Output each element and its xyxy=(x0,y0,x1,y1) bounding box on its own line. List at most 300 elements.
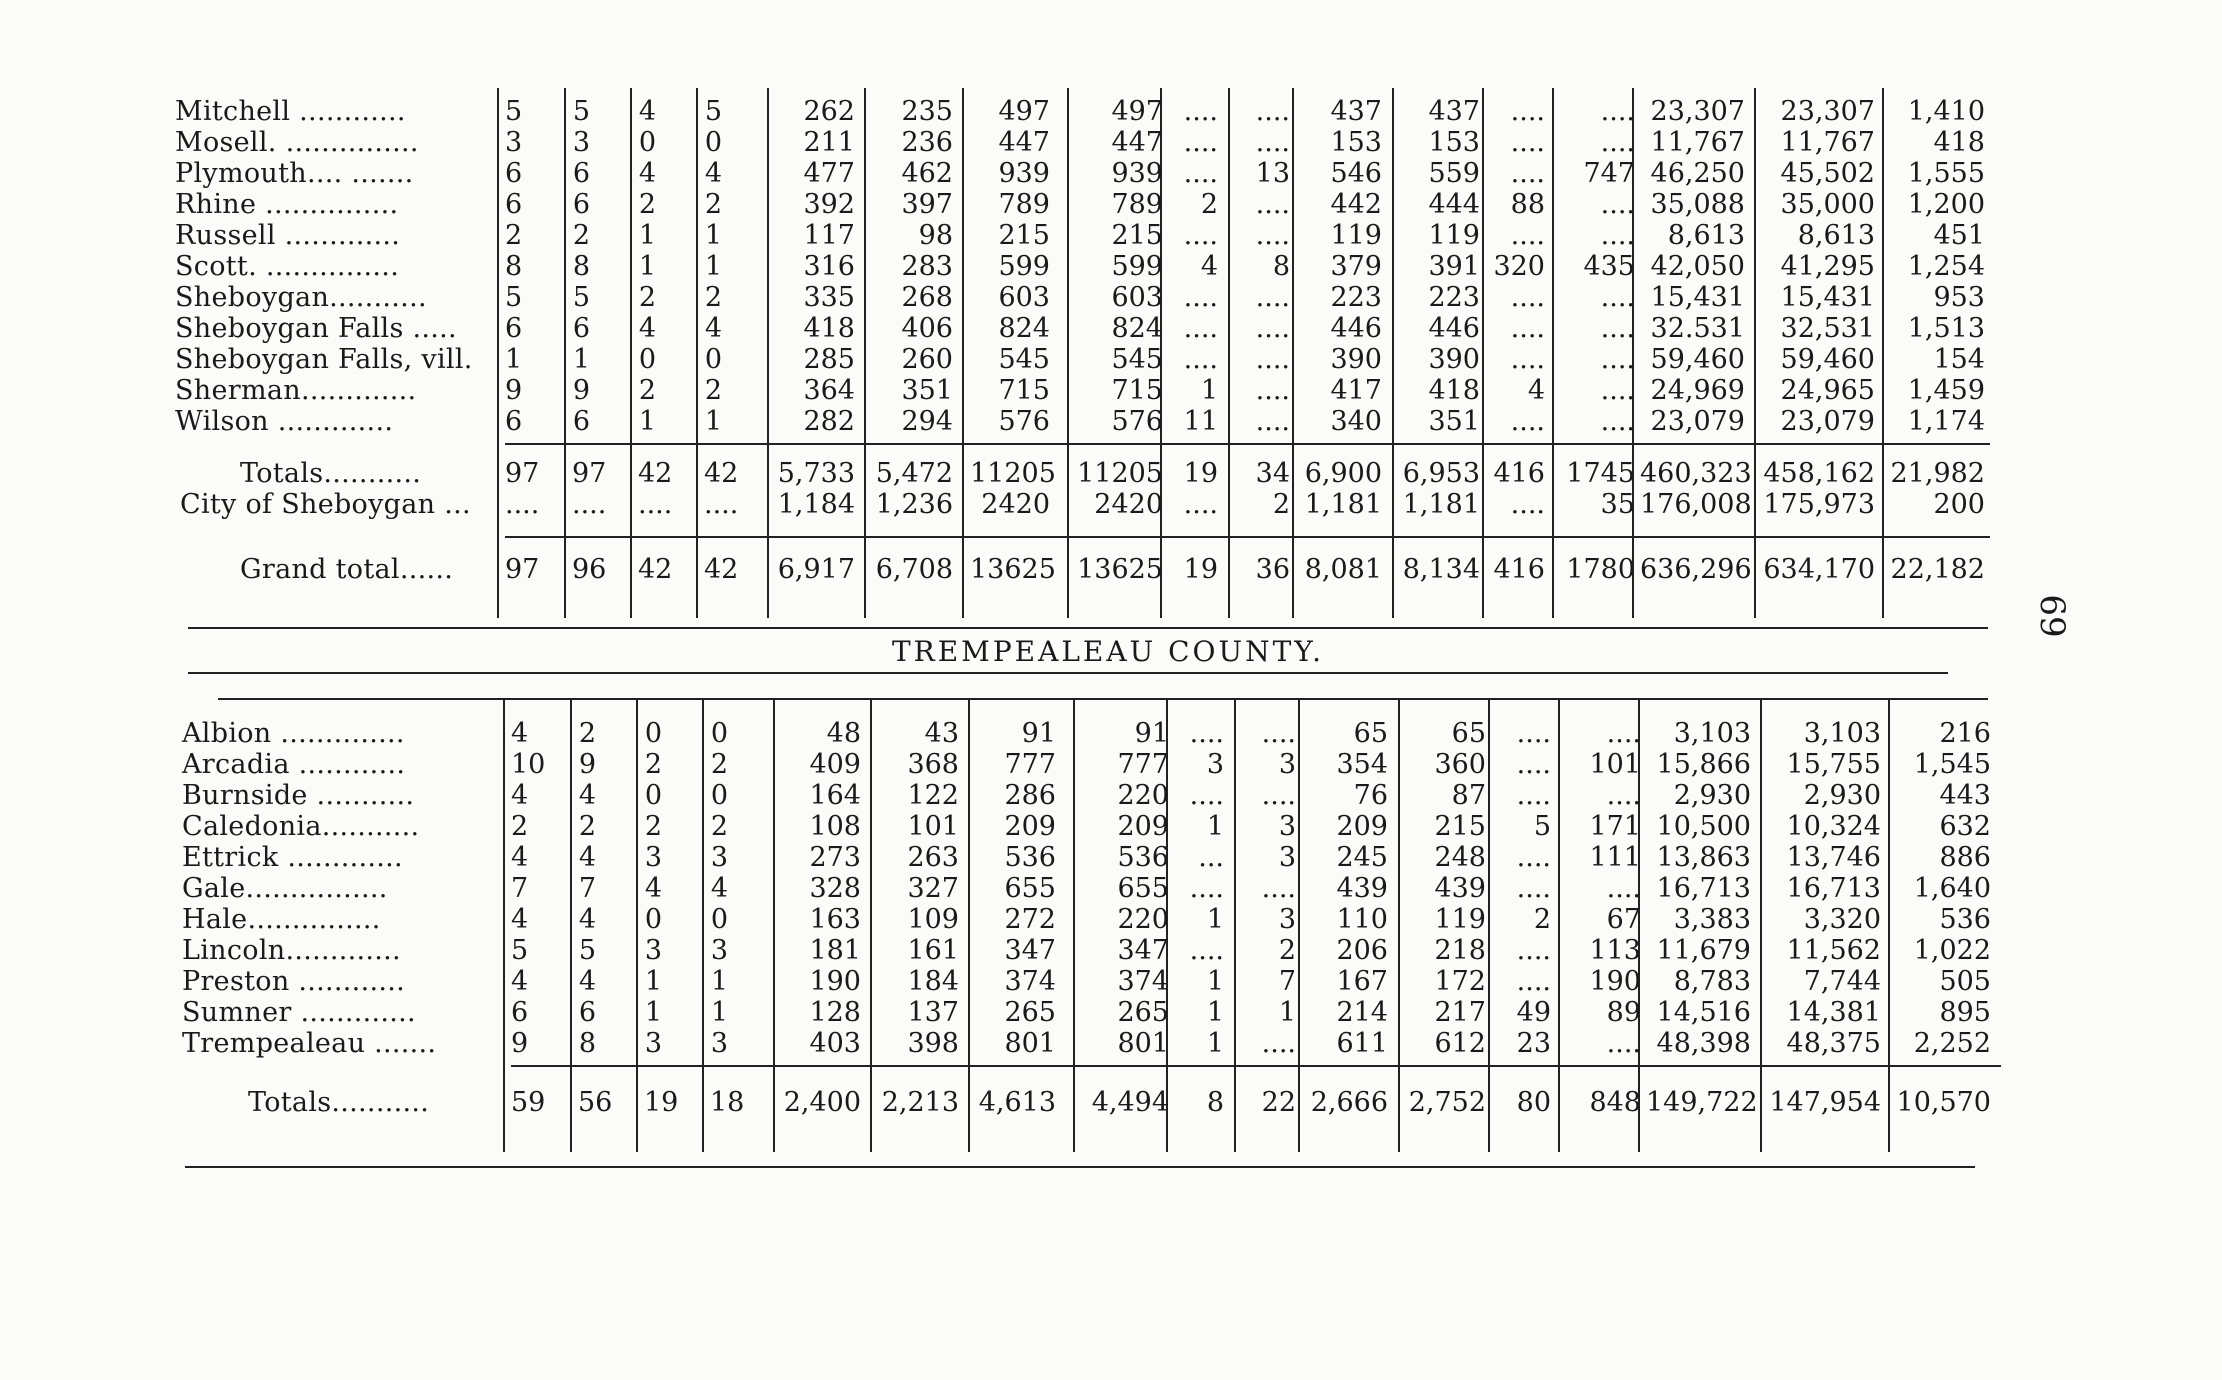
cell-col-2: 96 xyxy=(572,554,607,585)
cell-col-8: 497 xyxy=(1111,96,1163,127)
cell-col-2: 5 xyxy=(578,935,596,966)
cell-col-11: 167 xyxy=(1336,966,1388,997)
cell-col-6: 462 xyxy=(901,158,953,189)
title-rule xyxy=(188,672,1948,674)
cell-col-13: 416 xyxy=(1493,458,1545,489)
cell-col-17: 216 xyxy=(1939,718,1991,749)
cell-col-17: 1,200 xyxy=(1907,189,1985,220)
cell-col-6: 1,236 xyxy=(875,489,953,520)
cell-col-1: 7 xyxy=(511,873,529,904)
cell-col-10: 13 xyxy=(1255,158,1290,189)
cell-col-16: 15,431 xyxy=(1780,282,1875,313)
cell-col-7: 777 xyxy=(1004,749,1056,780)
cell-col-2: 4 xyxy=(578,780,596,811)
cell-col-9: 1 xyxy=(1206,997,1224,1028)
cell-col-6: 351 xyxy=(901,375,953,406)
cell-col-11: 379 xyxy=(1330,251,1382,282)
cell-col-14: 67 xyxy=(1606,904,1641,935)
cell-col-17: 22,182 xyxy=(1890,554,1985,585)
row-label: Burnside ........... xyxy=(182,780,415,811)
cell-col-5: 5,733 xyxy=(777,458,855,489)
cell-col-11: 209 xyxy=(1336,811,1388,842)
cell-col-17: 632 xyxy=(1939,811,1991,842)
cell-col-12: 559 xyxy=(1428,158,1480,189)
cell-col-14: .... xyxy=(1606,780,1641,811)
cell-col-8: 220 xyxy=(1117,904,1169,935)
cell-col-17: 536 xyxy=(1939,904,1991,935)
cell-col-6: 327 xyxy=(907,873,959,904)
cell-col-10: 36 xyxy=(1255,554,1290,585)
row-label: Gale................ xyxy=(182,873,388,904)
cell-col-9: 4 xyxy=(1200,251,1218,282)
cell-col-5: 164 xyxy=(809,780,861,811)
cell-col-14: 435 xyxy=(1583,251,1635,282)
cell-col-4: 0 xyxy=(710,904,728,935)
cell-col-10: .... xyxy=(1255,375,1290,406)
cell-col-5: 48 xyxy=(826,718,861,749)
cell-col-5: 190 xyxy=(809,966,861,997)
cell-col-15: 13,863 xyxy=(1656,842,1751,873)
cell-col-14: .... xyxy=(1606,873,1641,904)
cell-col-12: 612 xyxy=(1434,1028,1486,1059)
header-rule xyxy=(218,698,1988,700)
cell-col-7: 824 xyxy=(998,313,1050,344)
cell-col-15: 11,679 xyxy=(1656,935,1751,966)
cell-col-13: .... xyxy=(1516,749,1551,780)
cell-col-10: .... xyxy=(1255,282,1290,313)
cell-col-9: .... xyxy=(1183,127,1218,158)
cell-col-4: 1 xyxy=(710,997,728,1028)
cell-col-16: 8,613 xyxy=(1797,220,1875,251)
cell-col-4: 0 xyxy=(710,780,728,811)
cell-col-5: 262 xyxy=(803,96,855,127)
cell-col-1: .... xyxy=(505,489,540,520)
cell-col-1: 3 xyxy=(505,127,523,158)
cell-col-15: 3,103 xyxy=(1673,718,1751,749)
cell-col-1: 97 xyxy=(505,554,540,585)
cell-col-1: 4 xyxy=(511,780,529,811)
cell-col-12: 87 xyxy=(1451,780,1486,811)
cell-col-5: 392 xyxy=(803,189,855,220)
cell-col-13: 320 xyxy=(1493,251,1545,282)
cell-col-12: 215 xyxy=(1434,811,1486,842)
cell-col-7: 576 xyxy=(998,406,1050,437)
cell-col-3: 0 xyxy=(644,718,662,749)
cell-col-10: .... xyxy=(1261,873,1296,904)
cell-col-2: 97 xyxy=(572,458,607,489)
cell-col-3: 3 xyxy=(644,935,662,966)
row-label: Caledonia........... xyxy=(182,811,420,842)
cell-col-5: 211 xyxy=(803,127,855,158)
cell-col-10: .... xyxy=(1255,189,1290,220)
cell-col-2: 56 xyxy=(578,1087,613,1118)
cell-col-10: 34 xyxy=(1255,458,1290,489)
cell-col-4: 0 xyxy=(704,127,722,158)
cell-col-6: 236 xyxy=(901,127,953,158)
cell-col-12: 418 xyxy=(1428,375,1480,406)
cell-col-4: 2 xyxy=(710,811,728,842)
cell-col-17: 154 xyxy=(1933,344,1985,375)
cell-col-17: 10,570 xyxy=(1896,1087,1991,1118)
cell-col-10: .... xyxy=(1255,344,1290,375)
row-label: Trempealeau ....... xyxy=(182,1028,437,1059)
cell-col-10: 8 xyxy=(1272,251,1290,282)
cell-col-16: 634,170 xyxy=(1763,554,1875,585)
cell-col-12: 65 xyxy=(1451,718,1486,749)
cell-col-17: 953 xyxy=(1933,282,1985,313)
cell-col-16: 3,320 xyxy=(1803,904,1881,935)
cell-col-16: 24,965 xyxy=(1780,375,1875,406)
table-row xyxy=(6,842,2222,873)
cell-col-13: .... xyxy=(1516,873,1551,904)
cell-col-15: 23,307 xyxy=(1650,96,1745,127)
cell-col-10: .... xyxy=(1255,220,1290,251)
cell-col-8: 599 xyxy=(1111,251,1163,282)
cell-col-3: 2 xyxy=(638,282,656,313)
cell-col-9: .... xyxy=(1183,489,1218,520)
cell-col-5: 108 xyxy=(809,811,861,842)
cell-col-5: 163 xyxy=(809,904,861,935)
table-row xyxy=(6,718,2222,749)
cell-col-5: 117 xyxy=(803,220,855,251)
cell-col-13: 5 xyxy=(1533,811,1551,842)
cell-col-6: 294 xyxy=(901,406,953,437)
cell-col-17: 1,254 xyxy=(1907,251,1985,282)
cell-col-6: 235 xyxy=(901,96,953,127)
cell-col-13: .... xyxy=(1516,780,1551,811)
cell-col-14: .... xyxy=(1600,313,1635,344)
cell-col-4: 0 xyxy=(704,344,722,375)
cell-col-4: 2 xyxy=(704,189,722,220)
cell-col-6: 398 xyxy=(907,1028,959,1059)
cell-col-12: 439 xyxy=(1434,873,1486,904)
cell-col-10: .... xyxy=(1255,127,1290,158)
row-label: Russell ............. xyxy=(175,220,401,251)
cell-col-17: 895 xyxy=(1939,997,1991,1028)
cell-col-12: 390 xyxy=(1428,344,1480,375)
row-label: Sheboygan Falls, vill. xyxy=(175,344,473,375)
cell-col-4: 4 xyxy=(704,313,722,344)
cell-col-7: 11205 xyxy=(970,458,1056,489)
cell-col-7: 4,613 xyxy=(978,1087,1056,1118)
cell-col-8: 347 xyxy=(1117,935,1169,966)
cell-col-11: 76 xyxy=(1353,780,1388,811)
row-label: Mosell. ............... xyxy=(175,127,419,158)
cell-col-7: 655 xyxy=(1004,873,1056,904)
cell-col-4: 3 xyxy=(710,935,728,966)
row-label: Mitchell ............ xyxy=(175,96,406,127)
cell-col-8: 209 xyxy=(1117,811,1169,842)
cell-col-3: 2 xyxy=(644,749,662,780)
cell-col-17: 886 xyxy=(1939,842,1991,873)
cell-col-6: 263 xyxy=(907,842,959,873)
cell-col-17: 418 xyxy=(1933,127,1985,158)
cell-col-14: 1780 xyxy=(1566,554,1635,585)
row-label: Arcadia ............ xyxy=(182,749,406,780)
cell-col-3: .... xyxy=(638,489,673,520)
cell-col-8: 447 xyxy=(1111,127,1163,158)
cell-col-9: 19 xyxy=(1183,554,1218,585)
row-label: Wilson ............. xyxy=(175,406,394,437)
cell-col-3: 42 xyxy=(638,554,673,585)
cell-col-16: 16,713 xyxy=(1786,873,1881,904)
cell-col-2: 4 xyxy=(578,966,596,997)
cell-col-3: 1 xyxy=(638,220,656,251)
cell-col-3: 0 xyxy=(644,780,662,811)
cell-col-6: 5,472 xyxy=(875,458,953,489)
cell-col-4: 1 xyxy=(710,966,728,997)
cell-col-7: 603 xyxy=(998,282,1050,313)
cell-col-7: 265 xyxy=(1004,997,1056,1028)
cell-col-12: 119 xyxy=(1428,220,1480,251)
cell-col-3: 42 xyxy=(638,458,673,489)
cell-col-9: .... xyxy=(1189,718,1224,749)
cell-col-17: 1,174 xyxy=(1907,406,1985,437)
cell-col-2: .... xyxy=(572,489,607,520)
cell-col-9: 8 xyxy=(1206,1087,1224,1118)
cell-col-13: .... xyxy=(1510,127,1545,158)
cell-col-2: 3 xyxy=(572,127,590,158)
cell-col-7: 2420 xyxy=(981,489,1050,520)
cell-col-4: 18 xyxy=(710,1087,745,1118)
cell-col-9: 2 xyxy=(1200,189,1218,220)
cell-col-11: 442 xyxy=(1330,189,1382,220)
cell-col-17: 505 xyxy=(1939,966,1991,997)
cell-col-9: .... xyxy=(1189,780,1224,811)
cell-col-14: .... xyxy=(1600,96,1635,127)
row-label: Sheboygan........... xyxy=(175,282,427,313)
cell-col-8: 939 xyxy=(1111,158,1163,189)
cell-col-1: 2 xyxy=(511,811,529,842)
cell-col-7: 497 xyxy=(998,96,1050,127)
cell-col-15: 23,079 xyxy=(1650,406,1745,437)
page-number: 69 xyxy=(2032,594,2072,638)
cell-col-5: 128 xyxy=(809,997,861,1028)
cell-col-16: 59,460 xyxy=(1780,344,1875,375)
cell-col-16: 7,744 xyxy=(1803,966,1881,997)
cell-col-8: 789 xyxy=(1111,189,1163,220)
cell-col-15: 42,050 xyxy=(1650,251,1745,282)
cell-col-11: 340 xyxy=(1330,406,1382,437)
cell-col-3: 2 xyxy=(638,189,656,220)
row-label: Scott. ............... xyxy=(175,251,400,282)
cell-col-6: 101 xyxy=(907,811,959,842)
cell-col-15: 636,296 xyxy=(1640,554,1752,585)
cell-col-11: 206 xyxy=(1336,935,1388,966)
cell-col-11: 153 xyxy=(1330,127,1382,158)
cell-col-10: 1 xyxy=(1278,997,1296,1028)
cell-col-15: 3,383 xyxy=(1673,904,1751,935)
cell-col-10: .... xyxy=(1261,718,1296,749)
cell-col-8: 603 xyxy=(1111,282,1163,313)
cell-col-9: .... xyxy=(1189,873,1224,904)
cell-col-3: 1 xyxy=(638,406,656,437)
cell-col-11: 6,900 xyxy=(1304,458,1382,489)
cell-col-13: 49 xyxy=(1516,997,1551,1028)
cell-col-2: 2 xyxy=(572,220,590,251)
cell-col-3: 4 xyxy=(644,873,662,904)
cell-col-8: 215 xyxy=(1111,220,1163,251)
cell-col-6: 161 xyxy=(907,935,959,966)
row-label: Sumner ............. xyxy=(182,997,416,1028)
cell-col-1: 59 xyxy=(511,1087,546,1118)
cell-col-2: 1 xyxy=(572,344,590,375)
cell-col-8: 220 xyxy=(1117,780,1169,811)
cell-col-8: 11205 xyxy=(1077,458,1163,489)
cell-col-17: 1,555 xyxy=(1907,158,1985,189)
cell-col-15: 35,088 xyxy=(1650,189,1745,220)
cell-col-2: 2 xyxy=(578,718,596,749)
cell-col-3: 0 xyxy=(638,127,656,158)
cell-col-2: 9 xyxy=(572,375,590,406)
cell-col-10: 3 xyxy=(1278,904,1296,935)
cell-col-17: 1,640 xyxy=(1913,873,1991,904)
cell-col-7: 715 xyxy=(998,375,1050,406)
cell-col-4: 4 xyxy=(710,873,728,904)
cell-col-13: .... xyxy=(1510,220,1545,251)
cell-col-2: 4 xyxy=(578,904,596,935)
cell-col-2: 4 xyxy=(578,842,596,873)
cell-col-7: 91 xyxy=(1021,718,1056,749)
bottom-rule xyxy=(185,1166,1975,1168)
cell-col-9: .... xyxy=(1183,158,1218,189)
cell-col-17: 1,022 xyxy=(1913,935,1991,966)
table-row xyxy=(6,935,2222,966)
cell-col-5: 6,917 xyxy=(777,554,855,585)
cell-col-13: .... xyxy=(1510,313,1545,344)
cell-col-9: ... xyxy=(1198,842,1224,873)
cell-col-8: 576 xyxy=(1111,406,1163,437)
cell-col-10: .... xyxy=(1255,313,1290,344)
cell-col-8: 2420 xyxy=(1094,489,1163,520)
cell-col-9: .... xyxy=(1183,220,1218,251)
cell-col-11: 354 xyxy=(1336,749,1388,780)
subtotal-rule xyxy=(511,1065,2001,1067)
cell-col-15: 176,008 xyxy=(1640,489,1752,520)
row-label: Sheboygan Falls ..... xyxy=(175,313,457,344)
cell-col-5: 335 xyxy=(803,282,855,313)
cell-col-16: 13,746 xyxy=(1786,842,1881,873)
county-title-text: TREMPEALEAU COUNTY. xyxy=(891,635,1325,668)
cell-col-4: 5 xyxy=(704,96,722,127)
cell-col-8: 4,494 xyxy=(1091,1087,1169,1118)
cell-col-5: 282 xyxy=(803,406,855,437)
cell-col-11: 119 xyxy=(1330,220,1382,251)
cell-col-11: 1,181 xyxy=(1304,489,1382,520)
cell-col-1: 6 xyxy=(505,158,523,189)
cell-col-14: 747 xyxy=(1583,158,1635,189)
table-row xyxy=(6,749,2222,780)
cell-col-12: 119 xyxy=(1434,904,1486,935)
table-row xyxy=(6,904,2222,935)
cell-col-3: 0 xyxy=(638,344,656,375)
cell-col-9: 1 xyxy=(1200,375,1218,406)
cell-col-17: 21,982 xyxy=(1890,458,1985,489)
cell-col-8: 374 xyxy=(1117,966,1169,997)
totals-row xyxy=(6,1087,2222,1118)
cell-col-3: 4 xyxy=(638,96,656,127)
cell-col-3: 2 xyxy=(638,375,656,406)
row-label: Lincoln............. xyxy=(182,935,401,966)
cell-col-15: 8,783 xyxy=(1673,966,1751,997)
cell-col-8: 655 xyxy=(1117,873,1169,904)
cell-col-12: 391 xyxy=(1428,251,1480,282)
cell-col-14: .... xyxy=(1600,406,1635,437)
cell-col-1: 6 xyxy=(505,313,523,344)
cell-col-17: 1,545 xyxy=(1913,749,1991,780)
cell-col-2: 6 xyxy=(572,158,590,189)
cell-col-9: .... xyxy=(1183,96,1218,127)
cell-col-10: .... xyxy=(1261,1028,1296,1059)
cell-col-16: 2,930 xyxy=(1803,780,1881,811)
cell-col-13: .... xyxy=(1510,96,1545,127)
cell-col-9: .... xyxy=(1183,282,1218,313)
cell-col-10: .... xyxy=(1255,96,1290,127)
cell-col-15: 15,431 xyxy=(1650,282,1745,313)
cell-col-11: 65 xyxy=(1353,718,1388,749)
cell-col-1: 4 xyxy=(511,904,529,935)
row-label: Preston ............ xyxy=(182,966,405,997)
cell-col-1: 5 xyxy=(505,282,523,313)
cell-col-3: 1 xyxy=(644,966,662,997)
cell-col-13: .... xyxy=(1516,718,1551,749)
cell-col-17: 1,513 xyxy=(1907,313,1985,344)
cell-col-6: 260 xyxy=(901,344,953,375)
cell-col-12: 444 xyxy=(1428,189,1480,220)
cell-col-12: 217 xyxy=(1434,997,1486,1028)
cell-col-16: 23,307 xyxy=(1780,96,1875,127)
cell-col-12: 223 xyxy=(1428,282,1480,313)
cell-col-16: 11,767 xyxy=(1780,127,1875,158)
cell-col-15: 460,323 xyxy=(1640,458,1752,489)
cell-col-13: 23 xyxy=(1516,1028,1551,1059)
cell-col-2: 6 xyxy=(572,313,590,344)
cell-col-14: 101 xyxy=(1589,749,1641,780)
cell-col-8: 536 xyxy=(1117,842,1169,873)
cell-col-6: 137 xyxy=(907,997,959,1028)
cell-col-7: 347 xyxy=(1004,935,1056,966)
cell-col-16: 32,531 xyxy=(1780,313,1875,344)
cell-col-6: 268 xyxy=(901,282,953,313)
cell-col-7: 789 xyxy=(998,189,1050,220)
cell-col-12: 172 xyxy=(1434,966,1486,997)
cell-col-5: 2,400 xyxy=(783,1087,861,1118)
cell-col-4: 2 xyxy=(704,375,722,406)
cell-col-4: 3 xyxy=(710,842,728,873)
cell-col-11: 214 xyxy=(1336,997,1388,1028)
cell-col-4: 4 xyxy=(704,158,722,189)
cell-col-13: .... xyxy=(1516,842,1551,873)
cell-col-11: 437 xyxy=(1330,96,1382,127)
cell-col-15: 46,250 xyxy=(1650,158,1745,189)
cell-col-16: 10,324 xyxy=(1786,811,1881,842)
cell-col-1: 4 xyxy=(511,966,529,997)
cell-col-6: 122 xyxy=(907,780,959,811)
cell-col-12: 153 xyxy=(1428,127,1480,158)
cell-col-15: 2,930 xyxy=(1673,780,1751,811)
cell-col-6: 397 xyxy=(901,189,953,220)
cell-col-7: 447 xyxy=(998,127,1050,158)
cell-col-15: 11,767 xyxy=(1650,127,1745,158)
cell-col-15: 15,866 xyxy=(1656,749,1751,780)
cell-col-12: 248 xyxy=(1434,842,1486,873)
cell-col-8: 777 xyxy=(1117,749,1169,780)
cell-col-17: 1,410 xyxy=(1907,96,1985,127)
cell-col-1: 4 xyxy=(511,718,529,749)
cell-col-16: 14,381 xyxy=(1786,997,1881,1028)
cell-col-15: 24,969 xyxy=(1650,375,1745,406)
row-label: Rhine ............... xyxy=(175,189,399,220)
